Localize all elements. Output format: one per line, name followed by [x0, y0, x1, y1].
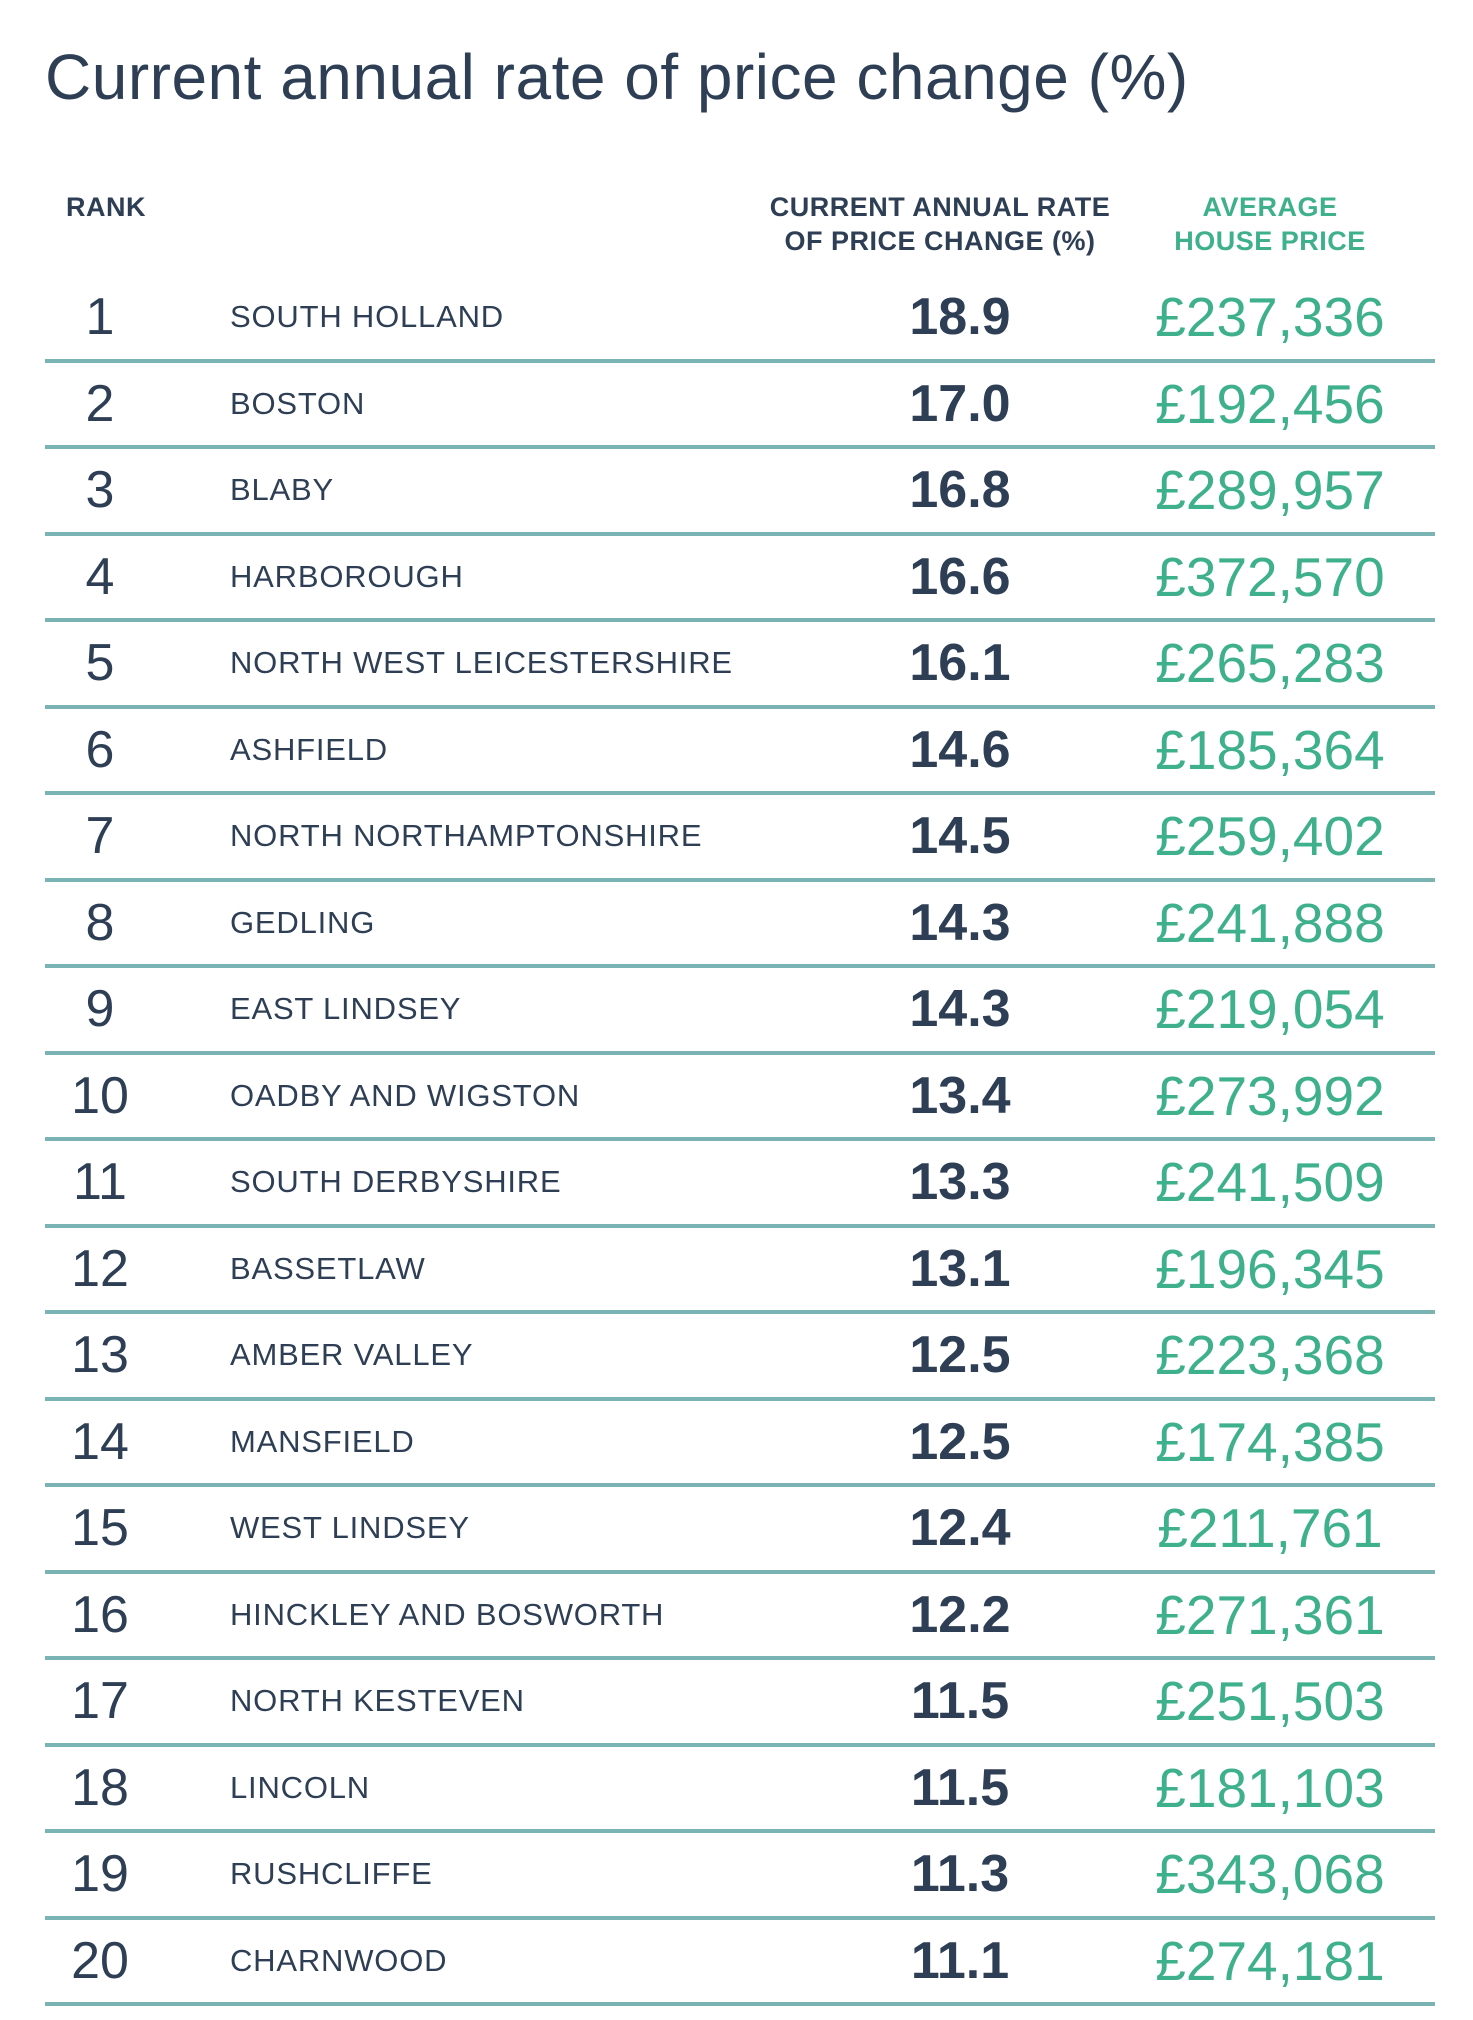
- rank-cell: 12: [71, 1239, 129, 1298]
- rate-header-line-1: CURRENT ANNUAL RATE: [769, 192, 1111, 222]
- table-row: [45, 1314, 1435, 1401]
- price-cell: £372,570: [1155, 545, 1385, 608]
- price-header-line-2: HOUSE PRICE: [1174, 226, 1366, 256]
- price-cell: £289,957: [1155, 459, 1385, 522]
- district-name-cell: HARBOROUGH: [230, 558, 464, 594]
- price-cell: £196,345: [1155, 1237, 1385, 1300]
- rank-column-header: RANK: [66, 192, 146, 222]
- district-name-cell: SOUTH DERBYSHIRE: [230, 1164, 562, 1200]
- rank-cell: 2: [85, 374, 115, 433]
- price-cell: £271,361: [1155, 1583, 1385, 1646]
- price-cell: £174,385: [1155, 1410, 1385, 1473]
- price-cell: £237,336: [1155, 286, 1385, 349]
- price-cell: £241,509: [1155, 1151, 1385, 1214]
- rate-cell: 12.5: [909, 1326, 1011, 1385]
- rate-cell: 13.3: [909, 1153, 1011, 1212]
- table-row: [45, 795, 1435, 882]
- rank-cell: 4: [85, 547, 115, 606]
- table-row: [45, 882, 1435, 969]
- rate-header-line-2: OF PRICE CHANGE (%): [784, 226, 1096, 256]
- table-row: [45, 1055, 1435, 1142]
- rate-cell: 12.4: [909, 1499, 1011, 1558]
- price-cell: £265,283: [1155, 632, 1385, 695]
- table-row: [45, 536, 1435, 623]
- table-row: [45, 363, 1435, 450]
- district-name-cell: GEDLING: [230, 904, 376, 940]
- price-cell: £211,761: [1157, 1497, 1383, 1560]
- district-name-cell: MANSFIELD: [230, 1423, 415, 1459]
- rank-cell: 7: [85, 807, 115, 866]
- district-name-cell: RUSHCLIFFE: [230, 1856, 433, 1892]
- rank-cell: 6: [85, 720, 115, 779]
- price-cell: £181,103: [1155, 1756, 1385, 1819]
- rate-cell: 14.3: [909, 893, 1011, 952]
- district-name-cell: AMBER VALLEY: [230, 1337, 474, 1373]
- district-name-cell: HINCKLEY AND BOSWORTH: [230, 1596, 665, 1632]
- rank-cell: 18: [71, 1758, 129, 1817]
- price-cell: £219,054: [1155, 978, 1385, 1041]
- table-row: [45, 1574, 1435, 1661]
- rate-cell: 16.1: [909, 634, 1011, 693]
- rate-cell: 11.5: [910, 1758, 1010, 1817]
- price-column-header: [1130, 190, 1410, 258]
- price-cell: £274,181: [1155, 1929, 1385, 1992]
- table-row: [45, 1487, 1435, 1574]
- rank-cell: 17: [71, 1672, 129, 1731]
- rate-cell: 12.5: [909, 1412, 1011, 1471]
- price-cell: £251,503: [1155, 1670, 1385, 1733]
- rank-cell: 19: [71, 1845, 129, 1904]
- page-title: Current annual rate of price change (%): [45, 41, 1189, 113]
- table-row: [45, 1920, 1435, 2007]
- rank-cell: 13: [71, 1326, 129, 1385]
- table-row: [45, 622, 1435, 709]
- district-name-cell: CHARNWOOD: [230, 1942, 448, 1978]
- district-name-cell: BOSTON: [230, 385, 366, 421]
- price-cell: £241,888: [1155, 891, 1385, 954]
- rank-cell: 9: [85, 980, 115, 1039]
- table-row: [45, 1660, 1435, 1747]
- district-name-cell: NORTH KESTEVEN: [230, 1683, 525, 1719]
- table-row: [45, 1228, 1435, 1315]
- district-name-cell: NORTH WEST LEICESTERSHIRE: [230, 645, 733, 681]
- table-row: [45, 1401, 1435, 1488]
- rank-cell: 1: [85, 288, 115, 347]
- rank-cell: 20: [71, 1931, 129, 1990]
- rate-cell: 11.5: [910, 1672, 1010, 1731]
- rank-cell: 3: [85, 461, 115, 520]
- district-name-cell: BLABY: [230, 472, 334, 508]
- table-row: [45, 276, 1435, 363]
- price-cell: £192,456: [1155, 372, 1385, 435]
- rank-cell: 16: [71, 1585, 129, 1644]
- rate-cell: 14.6: [909, 720, 1011, 779]
- price-cell: £259,402: [1155, 805, 1385, 868]
- rank-cell: 10: [71, 1066, 129, 1125]
- rate-cell: 13.1: [909, 1239, 1011, 1298]
- rank-cell: 5: [85, 634, 115, 693]
- district-name-cell: EAST LINDSEY: [230, 991, 462, 1027]
- ranking-table: [45, 276, 1435, 2006]
- rank-cell: 15: [71, 1499, 129, 1558]
- district-name-cell: BASSETLAW: [230, 1250, 426, 1286]
- rate-cell: 11.1: [910, 1931, 1010, 1990]
- price-cell: £273,992: [1155, 1064, 1385, 1127]
- rank-cell: 11: [73, 1153, 127, 1212]
- rate-cell: 13.4: [909, 1066, 1011, 1125]
- district-name-cell: NORTH NORTHAMPTONSHIRE: [230, 818, 703, 854]
- rate-cell: 12.2: [909, 1585, 1011, 1644]
- rank-cell: 14: [71, 1412, 129, 1471]
- district-name-cell: SOUTH HOLLAND: [230, 299, 504, 335]
- table-row: [45, 968, 1435, 1055]
- rate-cell: 16.8: [909, 461, 1011, 520]
- district-name-cell: ASHFIELD: [230, 731, 388, 767]
- price-cell: £223,368: [1155, 1324, 1385, 1387]
- rate-column-header: [760, 190, 1120, 258]
- table-row: [45, 1747, 1435, 1834]
- rate-cell: 18.9: [909, 288, 1011, 347]
- rate-cell: 17.0: [909, 374, 1011, 433]
- table-row: [45, 1141, 1435, 1228]
- price-cell: £185,364: [1155, 718, 1385, 781]
- rate-cell: 14.3: [909, 980, 1011, 1039]
- district-name-cell: LINCOLN: [230, 1769, 370, 1805]
- rate-cell: 16.6: [909, 547, 1011, 606]
- rate-cell: 14.5: [909, 807, 1011, 866]
- rate-cell: 11.3: [910, 1845, 1010, 1904]
- district-name-cell: WEST LINDSEY: [230, 1510, 470, 1546]
- table-row: [45, 709, 1435, 796]
- price-cell: £343,068: [1155, 1843, 1385, 1906]
- price-header-line-1: AVERAGE: [1202, 192, 1338, 222]
- table-row: [45, 449, 1435, 536]
- rank-cell: 8: [85, 893, 115, 952]
- district-name-cell: OADBY AND WIGSTON: [230, 1077, 581, 1113]
- table-row: [45, 1833, 1435, 1920]
